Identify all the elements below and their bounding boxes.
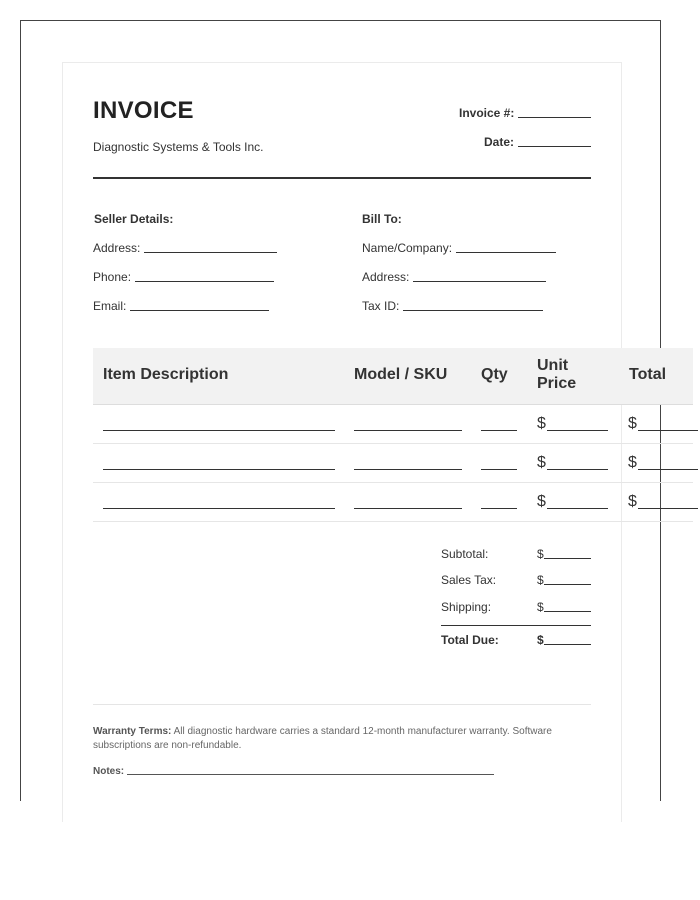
unit-price-currency: $ — [537, 493, 546, 510]
col-total: Total — [629, 366, 667, 383]
warranty-terms — [93, 725, 563, 753]
model-sku-blank[interactable] — [354, 469, 462, 470]
totals-divider — [441, 625, 591, 626]
col-qty: Qty — [481, 366, 508, 383]
col-unit-price: Unit Price — [537, 357, 577, 392]
total-due-blank[interactable] — [544, 634, 591, 645]
seller-heading: Seller Details: — [94, 212, 174, 226]
warranty-label: Warranty Terms: — [93, 726, 172, 737]
footer-divider — [93, 704, 591, 705]
bill-to-address-field[interactable] — [362, 270, 546, 284]
qty-blank[interactable] — [481, 430, 517, 431]
subtotal-currency: $ — [537, 547, 544, 561]
shipping-label: Shipping: — [441, 600, 492, 614]
header-divider — [93, 177, 591, 179]
total-due-field[interactable] — [537, 633, 591, 647]
invoice-number-label: Invoice #: — [459, 106, 515, 120]
bill-to-address-label: Address: — [362, 270, 410, 284]
table-row — [93, 405, 693, 444]
total-currency: $ — [628, 493, 637, 510]
invoice-page — [62, 62, 667, 822]
invoice-title: INVOICE — [93, 97, 194, 124]
notes-blank[interactable] — [127, 765, 494, 775]
subtotal-field[interactable] — [537, 547, 591, 561]
warranty-text: All diagnostic hardware carries a standard 12-month manufacturer warranty. Software subscriptions are non-refundable. — [93, 726, 552, 751]
seller-email-blank[interactable] — [130, 299, 269, 311]
table-header — [93, 348, 693, 405]
total-due-currency: $ — [537, 633, 544, 647]
unit-price-blank[interactable] — [547, 469, 608, 470]
model-sku-blank[interactable] — [354, 508, 462, 509]
bill-to-tax-id-label: Tax ID: — [362, 299, 400, 313]
total-currency: $ — [628, 415, 637, 432]
unit-price-blank[interactable] — [547, 508, 608, 509]
bill-to-address-blank[interactable] — [413, 270, 546, 282]
total-due-label: Total Due: — [441, 633, 499, 647]
col-item-description: Item Description — [103, 366, 229, 383]
unit-price-blank[interactable] — [547, 430, 608, 431]
invoice-number-field[interactable] — [459, 106, 591, 120]
date-label: Date: — [484, 135, 515, 149]
total-blank[interactable] — [638, 469, 698, 470]
total-currency: $ — [628, 454, 637, 471]
unit-price-currency: $ — [537, 454, 546, 471]
model-sku-blank[interactable] — [354, 430, 462, 431]
bill-to-heading: Bill To: — [362, 212, 402, 226]
sales-tax-field[interactable] — [537, 573, 591, 587]
item-description-blank[interactable] — [103, 430, 335, 431]
sales-tax-currency: $ — [537, 573, 544, 587]
notes-label: Notes: — [93, 766, 125, 777]
seller-address-label: Address: — [93, 241, 141, 255]
seller-address-field[interactable] — [93, 241, 277, 255]
subtotal-label: Subtotal: — [441, 547, 489, 561]
col-model-sku: Model / SKU — [354, 366, 448, 383]
shipping-currency: $ — [537, 600, 544, 614]
seller-address-blank[interactable] — [144, 241, 277, 253]
sales-tax-blank[interactable] — [544, 574, 591, 585]
bill-to-name-field[interactable] — [362, 241, 556, 255]
table-row — [93, 444, 693, 483]
date-field[interactable] — [484, 135, 591, 149]
seller-phone-blank[interactable] — [135, 270, 274, 282]
total-blank[interactable] — [638, 508, 698, 509]
total-blank[interactable] — [638, 430, 698, 431]
subtotal-blank[interactable] — [544, 548, 591, 559]
date-blank[interactable] — [518, 135, 591, 147]
bill-to-tax-id-field[interactable] — [362, 299, 543, 313]
item-description-blank[interactable] — [103, 469, 335, 470]
bill-to-tax-id-blank[interactable] — [403, 299, 543, 311]
qty-blank[interactable] — [481, 469, 517, 470]
table-row — [93, 483, 693, 522]
seller-email-field[interactable] — [93, 299, 269, 313]
shipping-blank[interactable] — [544, 601, 591, 612]
bill-to-name-blank[interactable] — [456, 241, 556, 253]
sales-tax-label: Sales Tax: — [441, 573, 497, 587]
shipping-field[interactable] — [537, 600, 591, 614]
notes-field[interactable] — [93, 765, 494, 777]
company-name: Diagnostic Systems & Tools Inc. — [93, 140, 264, 154]
bill-to-name-label: Name/Company: — [362, 241, 453, 255]
qty-blank[interactable] — [481, 508, 517, 509]
items-table — [93, 348, 693, 522]
seller-email-label: Email: — [93, 299, 127, 313]
seller-phone-label: Phone: — [93, 270, 132, 284]
invoice-number-blank[interactable] — [518, 106, 591, 118]
item-description-blank[interactable] — [103, 508, 335, 509]
seller-phone-field[interactable] — [93, 270, 274, 284]
document-frame — [20, 20, 667, 801]
unit-price-currency: $ — [537, 415, 546, 432]
